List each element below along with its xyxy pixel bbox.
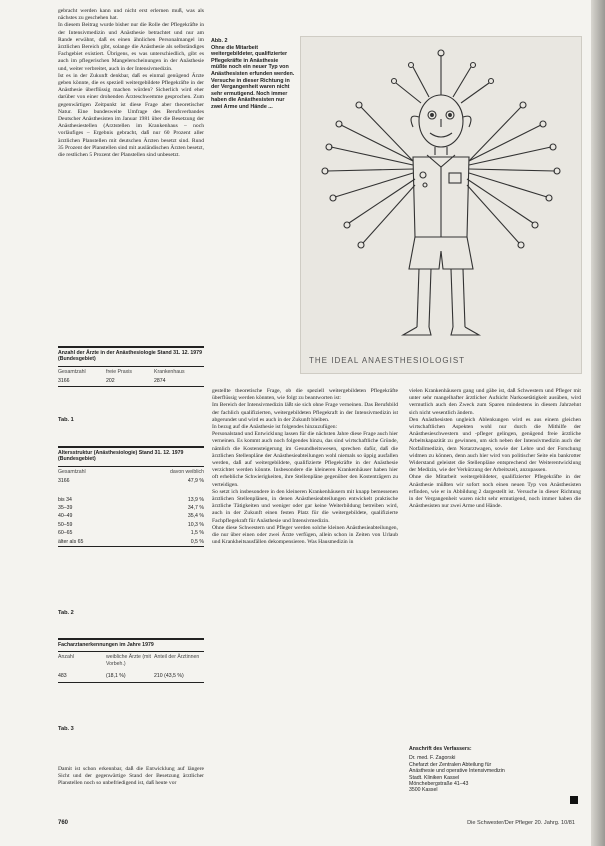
table-cell: älter als 65 [58, 538, 84, 545]
table-row [58, 669, 204, 681]
caption-title: Abb. 2 [211, 38, 228, 44]
paragraph: Ohne die Mitarbeit weitergebildeter, qualifizierter Pflegekräfte in der Anästhesie müßten wir sofort noch einen neuen Typ von Anästhesisten erfinden, wie er in Abbildung 2 dargestellt ist. Versuche in dieser Richtung in der Vergangenheit waren nicht sehr ermutigend, noch immer haben die Anästhesisten nur zwei Arme und Hände. [409, 474, 581, 510]
table-header-row [58, 367, 204, 377]
table-cell: (18,1 %) [106, 673, 126, 680]
table-title: Facharztanerkennungen im Jahre 1979 [58, 640, 204, 652]
author-address [409, 746, 581, 794]
table-header: Anzahl [58, 654, 74, 661]
table-label: Tab. 2 [58, 610, 74, 616]
address-line: Stadt. Kliniken Kassel [409, 774, 460, 781]
paragraph: Im Bereich der Intensivmedizin läßt sie sich ohne Frage verneinen. Das Berufsbild der fachlich qualifizierten, weitergebildeten Pflegekraft in der Intensivmedizin ist abgerundet und wird es auch in der Zukunft bleiben. [212, 402, 398, 423]
paragraph: Ist es in der Zukunft denkbar, daß es einmal genügend Ärzte geben könnte, die es speziell weitergebildete Pflegekräfte in der Anästhesie überflüssig machen würden? Sicherlich wird eher darüber von einer drohenden Ärzteschwemme gesprochen. Zum gegenwärtigen Zeitpunkt ist diese Frage aber theoretischer Natur. Eine bundesweite Umfrage des Berufsverbandes Deutscher Anästhesisten im Januar 1981 über die Besetzung der Anästhesiestellen (Arztstellen im Krankenhaus – noch vorläufiges – Ergebnis gebracht, daß nur 60 Prozent aller ärztlichen Planstellen mit deutschen Ärzten besetzt sind. Rund 35 Prozent der Planstellen sind mit ausländischen Ärzten besetzt, die restlichen 5 Prozent der Planstellen sind unbesetzt. [58, 72, 204, 159]
end-of-article-square-icon [570, 796, 578, 804]
table-header-row [58, 467, 204, 477]
table-header: Anteil der Ärztinnen [154, 654, 200, 661]
table-cell: 40–49 [58, 513, 73, 520]
address-line: 3500 Kassel [409, 787, 438, 794]
paragraph: gebracht werden kann und nicht erst erlernen muß, was als nächstes zu geschehen hat. [58, 8, 204, 22]
table-header: weibliche Ärzte (mit Vorbeh.) [106, 654, 151, 667]
table-cell: 13,9 % [187, 496, 204, 503]
table-cell: 35,4 % [187, 513, 204, 520]
ideal-anaesthesiologist-drawing [300, 36, 582, 374]
table-header-row [58, 652, 204, 669]
table-cell: 10,3 % [187, 521, 204, 528]
table-cell: 2874 [154, 378, 166, 385]
table-row [58, 538, 204, 546]
table-2 [58, 446, 204, 547]
table-cell: 1,5 % [190, 530, 204, 537]
paragraph: In diesem Beitrag wurde bisher nur die Rolle der Pflegekräfte in der Intensivmedizin und Anästhesie betrachtet und nur am Rande erwähnt, daß es einen ähnlichen Personalmangel im ärztlichen Bereich gibt, solange die Anästhesie als selbständiges Fachgebiet existiert. Übrigens, es was unterschiedlich, gibt es auch im pflegerischen Mangelerscheinungen in der Anästhesie und, weiter verbreitet, auch in der Intensivmedizin. [58, 22, 204, 72]
table-cell: 210 (43,5 %) [154, 673, 184, 680]
table-row [58, 504, 204, 512]
table-label: Tab. 1 [58, 417, 74, 423]
table-cell: 35–39 [58, 505, 73, 512]
table-title: Anzahl der Ärzte in der Anästhesiologie Stand 31. 12. 1979 (Bundesgebiet) [58, 348, 204, 367]
table-row [58, 496, 204, 504]
table-cell: 60–65 [58, 530, 73, 537]
table-cell: 50–59 [58, 521, 73, 528]
paragraph: vielen Krankenhäusern gang und gäbe ist, daß Schwestern und Pfleger mit unter sehr mangelhafter ärztlicher Aufsicht Narkosetätigkeit ausüben, wird vermutlich auch den Zweck zum Sparen mindestens in diesem Jahrzehnt sich nicht wesentlich ändern. [409, 388, 581, 416]
column-1-top-text [58, 8, 204, 159]
paragraph: Den Anästhesisten ungleich Ablenkungen wird es aus einem gleichen wirtschaftlichen Aspekten wohl nur durch die Mithilfe der Anästhesieschwestern und -pfleger gelingen, genügend freie ärztliche Arbeitskapazität zu gewinnen, um sich neben der Intensivmedizin auch der Notfallmedizin, dem Notarztwagen, sowie der Lehre und der Forschung widmen zu können, denn auch hier wird von politischer Seite ein bankrotter Widerstand geleistet die Stellenpläne entsprechend der Weiterentwicklung der Medizin, wie der Verkürzung der Arbeitszeit, anzupassen. [409, 416, 581, 474]
column-2-text [212, 388, 398, 546]
table-cell: 3166 [58, 378, 70, 385]
paragraph: Damit ist schon erkennbar, daß die Entwicklung auf längere Sicht und der gegenwärtige Stand der Besetzung ärztlicher Planstellen noch so unbefriedigend ist, daß heute vor [58, 766, 204, 787]
table-cell: 0,5 % [190, 538, 204, 545]
table-label: Tab. 3 [58, 726, 74, 732]
address-line: Mönchebergstraße 41–43 [409, 781, 469, 788]
table-cell: 483 [58, 673, 67, 680]
figure-caption-sidebar [211, 38, 295, 111]
paragraph: Personalstand und Entwicklung lassen für die nächsten Jahre diese Frage auch hier verneinen. Es kommt auch noch folgendes hinzu, das sind wirtschaftliche Gründe, nämlich die Kostensteigerung im Gesundheitswesen, sprechen dafür, daß die ärztlichen Stellenpläne der Anästhesieabteilungen wohl niemals so üppig ausfallen werden, daß auf weitergebildete, qualifizierte Pflegekräfte in der Anästhesie verzichtet werden könnte. Insbesondere die kleineren Krankenhäuser haben hier oft erhebliche Schwierigkeiten, ihre Stellenpläne gegenüber den Kostenträgern zu verteidigen. [212, 431, 398, 488]
table-cell: 202 [106, 378, 115, 385]
table-row [58, 512, 204, 520]
table-row [58, 477, 204, 485]
table-header: freie Praxis [106, 368, 132, 375]
table-row [58, 521, 204, 529]
table-cell: 47,9 % [187, 478, 204, 485]
table-row [58, 377, 204, 385]
table-title: Altersstruktur (Anästhesiologie) Stand 31. 12. 1979 (Bundesgebiet) [58, 448, 204, 467]
table-header: Gesamtzahl [58, 368, 86, 375]
table-row [58, 529, 204, 537]
caption-text: Ohne die Mitarbeit weitergebildeter, qualifizierter Pflegekräfte in Anästhesie müßte noch ein neuer Typ von Anästhesisten erfunden werden. Versuche in dieser Richtung in der Vergangenheit waren nicht sehr ermutigend. Noch immer haben die Anästhesisten nur zwei Arme und Hände ... [211, 44, 295, 110]
table-header: Krankenhaus [154, 368, 185, 375]
paragraph: Ohne diese Schwestern und Pfleger werden solche kleinen Anästhesieabteilungen, die nur über einen oder zwei Ärzte verfügen, allein schon in Zeiten von Urlaub und Krankheitsausfällen dekompensieren. Was Hausmedizin in [212, 524, 398, 546]
table-1 [58, 346, 204, 387]
paragraph: In bezug auf die Anästhesie ist folgendes hinzuzufügen: [212, 424, 338, 431]
table-cell: 34,7 % [187, 505, 204, 512]
author-heading: Anschrift des Verfassers: [409, 746, 472, 752]
journal-footer: Die Schwester/Der Pfleger 20. Jahrg. 10/81 [467, 820, 575, 826]
address-line: Anästhesie und operative Intensivmedizin [409, 768, 505, 775]
table-cell: 3166 [58, 478, 70, 485]
table-3 [58, 638, 204, 683]
table-cell: bis 34 [58, 496, 72, 503]
column-1-bottom-text [58, 766, 204, 788]
address-line: Chefarzt der Zentralen Abteilung für [409, 761, 492, 768]
page-number: 760 [58, 820, 69, 826]
drawing-caption: THE IDEAL ANAESTHESIOLOGIST [309, 356, 466, 365]
table-header: davon weiblich [169, 468, 204, 475]
page-edge-shadow [591, 0, 605, 846]
cartoon-illustration [301, 37, 581, 373]
paragraph: gestellte theoretische Frage, ob die speziell weitergebildeten Pflegekräfte überflüssig werden könnten, wie folgt zu beantworten ist: [212, 388, 398, 402]
table-header: Gesamtzahl [58, 468, 86, 475]
paragraph: So setzt ich insbesondere in den kleineren Krankenhäusern mit knapp bemessenen ärztlichen Stellenplänen, in denen Anästhesieabteilungen entwickelt praktische ärztliche Tätigkeiten und weniger oder gar keine Weiterbildung betreiben wird, auch in der Zukunft einen festen Platz für die weitergebildete, qualifizierte Fachpflegekraft für Anästhesie und Intensivmedizin. [212, 488, 398, 524]
address-line: Dr. med. F. Zagorski [409, 755, 456, 762]
column-3-text [409, 388, 581, 510]
